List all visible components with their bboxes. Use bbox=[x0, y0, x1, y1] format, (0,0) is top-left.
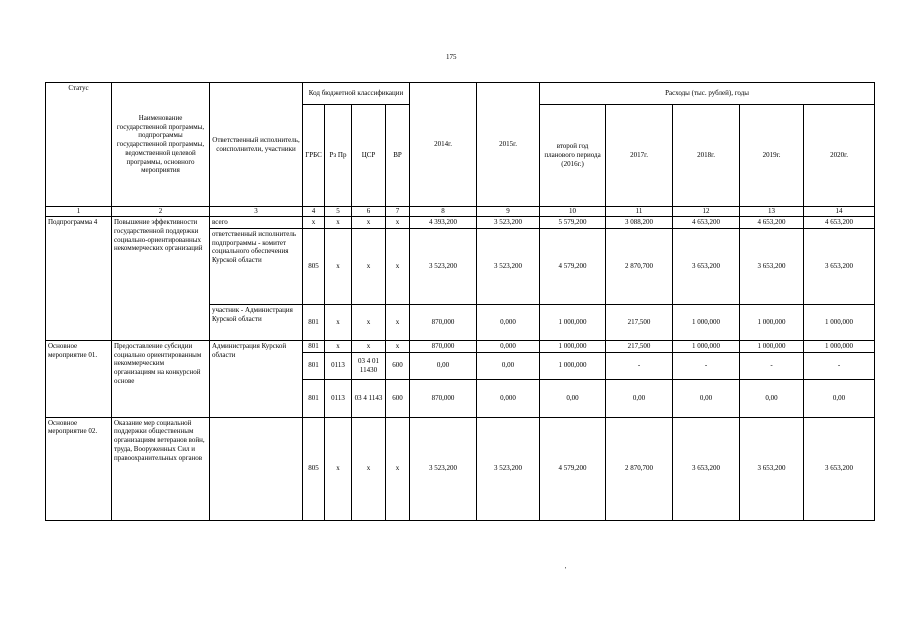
cell-2014: 4 393,200 bbox=[410, 217, 477, 229]
page-number: 175 bbox=[446, 53, 457, 61]
cell-2017: - bbox=[606, 352, 673, 379]
cell-2015: 0,00 bbox=[477, 352, 540, 379]
cell-2015: 3 523,200 bbox=[477, 417, 540, 520]
cell-2014: 870,000 bbox=[410, 379, 477, 417]
cell-2019: 0,00 bbox=[740, 379, 804, 417]
cell-2014: 0,00 bbox=[410, 352, 477, 379]
cell-2016: 1 000,000 bbox=[540, 352, 606, 379]
cell-2016: 4 579,200 bbox=[540, 417, 606, 520]
row-name: Повышение эффективности государственной поддержки социально-ориентированных некоммерческих организаций bbox=[112, 217, 210, 341]
cell-2017: 217,500 bbox=[606, 340, 673, 352]
cell-2016: 4 579,200 bbox=[540, 228, 606, 304]
cell-2016: 5 579,200 bbox=[540, 217, 606, 229]
header-name: Наименование государственной программы, подпрограммы государственной программы, ведомственной целевой программы, основного мероприятия bbox=[112, 83, 210, 207]
cell-2018: 1 000,000 bbox=[673, 340, 740, 352]
cell-2019: 3 653,200 bbox=[740, 228, 804, 304]
header-2018: 2018г. bbox=[673, 105, 740, 207]
table-row bbox=[46, 417, 875, 520]
header-2015: 2015г. bbox=[477, 83, 540, 207]
cell-grbs: 805 bbox=[303, 417, 325, 520]
cell-rzpr: х bbox=[325, 340, 352, 352]
cell-2014: 870,000 bbox=[410, 340, 477, 352]
header-vr: ВР bbox=[386, 105, 410, 207]
cell-vr: х bbox=[386, 417, 410, 520]
cell-2018: 3 653,200 bbox=[673, 417, 740, 520]
cell-rzpr: х bbox=[325, 417, 352, 520]
cell-csr: х bbox=[352, 217, 386, 229]
column-number: 6 bbox=[352, 207, 386, 217]
header-budget-code: Код бюджетной классификации bbox=[303, 83, 410, 105]
cell-vr: х bbox=[386, 217, 410, 229]
column-number-row bbox=[46, 207, 875, 217]
row-executor: участник - Администрация Курской области bbox=[210, 304, 303, 340]
cell-vr: х bbox=[386, 228, 410, 304]
cell-vr: 600 bbox=[386, 352, 410, 379]
row-status: Основное мероприятие 01. bbox=[46, 340, 112, 417]
cell-2017: 0,00 bbox=[606, 379, 673, 417]
cell-grbs: 801 bbox=[303, 304, 325, 340]
cell-2015: 3 523,200 bbox=[477, 228, 540, 304]
stray-mark: ' bbox=[565, 566, 567, 574]
header-csr: ЦСР bbox=[352, 105, 386, 207]
table-row bbox=[46, 217, 875, 229]
cell-vr: х bbox=[386, 304, 410, 340]
cell-2015: 0,000 bbox=[477, 304, 540, 340]
cell-2017: 2 870,700 bbox=[606, 417, 673, 520]
row-executor: всего bbox=[210, 217, 303, 229]
header-executor: Ответственный исполнитель, соисполнители, участники bbox=[210, 83, 303, 207]
cell-2020: - bbox=[804, 352, 875, 379]
header-2017: 2017г. bbox=[606, 105, 673, 207]
cell-2018: 4 653,200 bbox=[673, 217, 740, 229]
cell-2019: 1 000,000 bbox=[740, 340, 804, 352]
cell-csr: х bbox=[352, 228, 386, 304]
cell-2019: 4 653,200 bbox=[740, 217, 804, 229]
cell-grbs: 805 bbox=[303, 228, 325, 304]
cell-rzpr: 0113 bbox=[325, 352, 352, 379]
column-number: 14 bbox=[804, 207, 875, 217]
cell-rzpr: х bbox=[325, 304, 352, 340]
budget-table bbox=[45, 82, 875, 521]
table-row bbox=[46, 340, 875, 352]
header-2019: 2019г. bbox=[740, 105, 804, 207]
cell-2017: 2 870,700 bbox=[606, 228, 673, 304]
cell-2015: 3 523,200 bbox=[477, 217, 540, 229]
cell-2020: 1 000,000 bbox=[804, 340, 875, 352]
cell-2018: 0,00 bbox=[673, 379, 740, 417]
header-rzpr: Рз Пр bbox=[325, 105, 352, 207]
column-number: 12 bbox=[673, 207, 740, 217]
column-number: 8 bbox=[410, 207, 477, 217]
column-number: 10 bbox=[540, 207, 606, 217]
header-status: Статус bbox=[46, 83, 112, 207]
column-number: 4 bbox=[303, 207, 325, 217]
column-number: 7 bbox=[386, 207, 410, 217]
cell-vr: 600 bbox=[386, 379, 410, 417]
cell-2014: 3 523,200 bbox=[410, 228, 477, 304]
header-grbs: ГРБС bbox=[303, 105, 325, 207]
cell-rzpr: 0113 bbox=[325, 379, 352, 417]
cell-2014: 870,000 bbox=[410, 304, 477, 340]
header-2014: 2014г. bbox=[410, 83, 477, 207]
column-number: 3 bbox=[210, 207, 303, 217]
header-expenses: Расходы (тыс. рублей), годы bbox=[540, 83, 875, 105]
cell-2015: 0,000 bbox=[477, 340, 540, 352]
cell-2020: 3 653,200 bbox=[804, 228, 875, 304]
row-name: Оказание мер социальной поддержки общественным организациям ветеранов войн, труда, Вооруженных Сил и правоохранительных органов bbox=[112, 417, 210, 520]
header-2016: второй год планового периода (2016г.) bbox=[540, 105, 606, 207]
row-executor: ответственный исполнитель подпрограммы - комитет социального обеспечения Курской области bbox=[210, 228, 303, 304]
cell-2014: 3 523,200 bbox=[410, 417, 477, 520]
cell-2019: 3 653,200 bbox=[740, 417, 804, 520]
cell-2020: 1 000,000 bbox=[804, 304, 875, 340]
column-number: 5 bbox=[325, 207, 352, 217]
cell-2018: 3 653,200 bbox=[673, 228, 740, 304]
column-number: 2 bbox=[112, 207, 210, 217]
column-number: 11 bbox=[606, 207, 673, 217]
column-number: 13 bbox=[740, 207, 804, 217]
cell-2020: 3 653,200 bbox=[804, 417, 875, 520]
header-2020: 2020г. bbox=[804, 105, 875, 207]
row-status: Подпрограмма 4 bbox=[46, 217, 112, 341]
cell-csr: 03 4 1143 bbox=[352, 379, 386, 417]
cell-2016: 0,00 bbox=[540, 379, 606, 417]
column-number: 1 bbox=[46, 207, 112, 217]
row-name: Предоставление субсидии социально ориентированным некоммерческим организациям на конкурсной основе bbox=[112, 340, 210, 417]
cell-rzpr: х bbox=[325, 228, 352, 304]
cell-vr: х bbox=[386, 340, 410, 352]
cell-2016: 1 000,000 bbox=[540, 304, 606, 340]
cell-grbs: 801 bbox=[303, 352, 325, 379]
cell-csr: х bbox=[352, 304, 386, 340]
cell-2019: 1 000,000 bbox=[740, 304, 804, 340]
column-number: 9 bbox=[477, 207, 540, 217]
cell-csr: х bbox=[352, 340, 386, 352]
cell-2018: 1 000,000 bbox=[673, 304, 740, 340]
cell-2017: 217,500 bbox=[606, 304, 673, 340]
cell-2015: 0,000 bbox=[477, 379, 540, 417]
row-executor bbox=[210, 417, 303, 520]
cell-grbs: 801 bbox=[303, 340, 325, 352]
cell-2016: 1 000,000 bbox=[540, 340, 606, 352]
cell-grbs: 801 bbox=[303, 379, 325, 417]
cell-2020: 4 653,200 bbox=[804, 217, 875, 229]
cell-2019: - bbox=[740, 352, 804, 379]
cell-2020: 0,00 bbox=[804, 379, 875, 417]
row-executor: Администрация Курской области bbox=[210, 340, 303, 417]
row-status: Основное мероприятие 02. bbox=[46, 417, 112, 520]
cell-grbs: х bbox=[303, 217, 325, 229]
cell-2017: 3 088,200 bbox=[606, 217, 673, 229]
cell-csr: 03 4 01 11430 bbox=[352, 352, 386, 379]
cell-2018: - bbox=[673, 352, 740, 379]
cell-rzpr: х bbox=[325, 217, 352, 229]
cell-csr: х bbox=[352, 417, 386, 520]
